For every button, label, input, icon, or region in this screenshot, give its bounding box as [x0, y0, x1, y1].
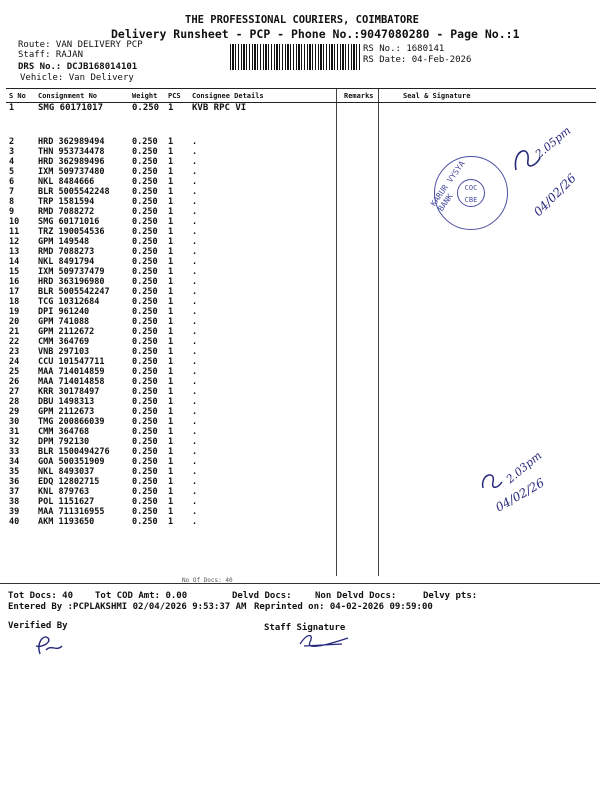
row-consignment: GPM 149548	[38, 236, 90, 247]
row-weight: 0.250	[132, 366, 158, 377]
row-consignee: .	[192, 346, 198, 357]
row-pcs: 1	[168, 236, 174, 247]
row-consignee: .	[192, 256, 198, 267]
col-header-consignment: Consignment No	[35, 89, 129, 103]
row-pcs: 1	[168, 336, 174, 347]
row-weight: 0.250	[132, 326, 158, 337]
row-sno: 10	[9, 216, 20, 227]
table-row	[6, 277, 596, 287]
row-pcs: 1	[168, 226, 174, 237]
row-sno: 1	[9, 103, 15, 113]
row-pcs: 1	[168, 356, 174, 367]
row-sno: 30	[9, 416, 20, 427]
col-header-consignee: Consignee Details	[189, 89, 341, 103]
table-row	[6, 517, 596, 527]
table-row	[6, 417, 596, 427]
row-weight: 0.250	[132, 296, 158, 307]
row-sno: 27	[9, 386, 20, 397]
handwritten-date-2: 04/02/26	[493, 475, 547, 515]
row-consignment: BLR 1500494276	[38, 446, 110, 457]
row-consignee: .	[192, 166, 198, 177]
footer-divider	[0, 583, 600, 584]
handwritten-signature-mark-2	[478, 468, 504, 494]
row-pcs: 1	[168, 186, 174, 197]
row-weight: 0.250	[132, 316, 158, 327]
row-weight: 0.250	[132, 496, 158, 507]
row-consignee: .	[192, 466, 198, 477]
row-consignment: TRP 1581594	[38, 196, 95, 207]
table-row	[6, 267, 596, 277]
tot-docs: Tot Docs: 40	[8, 591, 74, 601]
row-weight: 0.250	[132, 246, 158, 257]
row-consignment: GPM 2112672	[38, 326, 95, 337]
table-row	[6, 347, 596, 357]
row-sno: 13	[9, 246, 20, 257]
table-row	[6, 407, 596, 417]
row-sno: 20	[9, 316, 20, 327]
row-sno: 15	[9, 266, 20, 277]
row-consignee: KVB RPC VI	[192, 103, 247, 113]
table-row	[6, 207, 596, 217]
table-row	[6, 257, 596, 267]
row-consignment: DPI 961240	[38, 306, 90, 317]
table-row	[6, 377, 596, 387]
table-row	[6, 317, 596, 327]
row-weight: 0.250	[132, 486, 158, 497]
row-sno: 14	[9, 256, 20, 267]
row-pcs: 1	[168, 136, 174, 147]
row-sno: 11	[9, 226, 20, 237]
row-weight: 0.250	[132, 386, 158, 397]
row-weight: 0.250	[132, 306, 158, 317]
row-consignee: .	[192, 176, 198, 187]
row-consignee: .	[192, 226, 198, 237]
col-header-weight: Weight	[129, 89, 165, 103]
row-sno: 16	[9, 276, 20, 287]
row-weight: 0.250	[132, 216, 158, 227]
row-weight: 0.250	[132, 103, 160, 113]
table-row	[6, 387, 596, 397]
row-pcs: 1	[168, 146, 174, 157]
row-sno: 5	[9, 166, 15, 177]
bank-seal-stamp	[428, 156, 508, 230]
stamp-ring-text: KARUR VYSYA BANK	[428, 159, 467, 214]
runsheet-barcode	[230, 44, 360, 70]
row-pcs: 1	[168, 306, 174, 317]
staff-signature	[294, 630, 354, 652]
row-weight: 0.250	[132, 156, 158, 167]
col-header-remarks: Remarks	[341, 89, 383, 103]
row-consignee: .	[192, 206, 198, 217]
row-sno: 6	[9, 176, 15, 187]
row-consignee: .	[192, 406, 198, 417]
row-consignment: RMD 7088272	[38, 206, 95, 217]
row-consignee: .	[192, 496, 198, 507]
row-pcs: 1	[168, 386, 174, 397]
row-consignment: IXM 509737480	[38, 166, 105, 177]
row-pcs: 1	[168, 103, 174, 113]
rs-number: RS No.: 1680141	[363, 44, 445, 54]
row-consignee: .	[192, 376, 198, 387]
row-weight: 0.250	[132, 286, 158, 297]
row-consignee: .	[192, 326, 198, 337]
row-consignee: .	[192, 506, 198, 517]
row-pcs: 1	[168, 506, 174, 517]
no-of-docs-note: No Of Docs: 40	[182, 577, 233, 584]
row-consignee: .	[192, 196, 198, 207]
verifier-signature	[30, 632, 66, 658]
table-row	[6, 457, 596, 467]
row-consignee: .	[192, 416, 198, 427]
table-header-row	[6, 89, 596, 103]
row-consignment: EDQ 12802715	[38, 476, 100, 487]
row-consignee: .	[192, 356, 198, 367]
row-pcs: 1	[168, 376, 174, 387]
row-weight: 0.250	[132, 376, 158, 387]
row-pcs: 1	[168, 286, 174, 297]
stamp-center-bottom: CBE	[464, 196, 478, 204]
delvd-docs: Delvd Docs:	[232, 591, 292, 601]
row-consignment: HRD 362989496	[38, 156, 105, 167]
row-consignee: .	[192, 276, 198, 287]
row-consignment: MAA 711316955	[38, 506, 105, 517]
row-consignment: KRR 30178497	[38, 386, 100, 397]
entered-by: Entered By :PCPLAKSHMI 02/04/2026 9:53:37 AM	[8, 602, 247, 612]
row-consignment: MAA 714014859	[38, 366, 105, 377]
row-sno: 31	[9, 426, 20, 437]
col-header-sno: S No	[6, 89, 35, 103]
row-pcs: 1	[168, 426, 174, 437]
row-sno: 4	[9, 156, 15, 167]
row-consignment: DBU 1498313	[38, 396, 95, 407]
row-pcs: 1	[168, 486, 174, 497]
row-consignment: KNL 879763	[38, 486, 90, 497]
row-consignment: SMG 60171016	[38, 216, 100, 227]
row-pcs: 1	[168, 196, 174, 207]
row-sno: 25	[9, 366, 20, 377]
row-consignment: MAA 714014858	[38, 376, 105, 387]
verified-by-label: Verified By	[8, 621, 68, 631]
row-consignment: SMG 60171017	[38, 103, 104, 113]
table-row	[6, 297, 596, 307]
row-sno: 35	[9, 466, 20, 477]
row-pcs: 1	[168, 316, 174, 327]
row-consignment: RMD 7088273	[38, 246, 95, 257]
row-sno: 19	[9, 306, 20, 317]
row-pcs: 1	[168, 266, 174, 277]
row-pcs: 1	[168, 516, 174, 527]
handwritten-date-1: 04/02/26	[530, 170, 579, 220]
col-header-seal: Seal & Signature	[383, 89, 596, 103]
table-row	[6, 287, 596, 297]
row-sno: 2	[9, 136, 15, 147]
row-weight: 0.250	[132, 396, 158, 407]
row-consignment: POL 1151627	[38, 496, 95, 507]
row-consignee: .	[192, 216, 198, 227]
stamp-center-top: COC	[464, 184, 478, 192]
row-weight: 0.250	[132, 346, 158, 357]
row-sno: 37	[9, 486, 20, 497]
table-row	[6, 437, 596, 447]
row-consignee: .	[192, 426, 198, 437]
delvy-pts: Delvy pts:	[423, 591, 478, 601]
table-row	[6, 247, 596, 257]
row-consignee: .	[192, 386, 198, 397]
row-sno: 23	[9, 346, 20, 357]
row-pcs: 1	[168, 406, 174, 417]
row-weight: 0.250	[132, 176, 158, 187]
row-weight: 0.250	[132, 446, 158, 457]
row-weight: 0.250	[132, 236, 158, 247]
route-label: Route: VAN DELIVERY PCP	[18, 40, 143, 50]
non-delvd-docs: Non Delvd Docs:	[315, 591, 397, 601]
row-sno: 39	[9, 506, 20, 517]
row-consignment: IXM 509737479	[38, 266, 105, 277]
row-weight: 0.250	[132, 436, 158, 447]
row-consignment: GOA 500351909	[38, 456, 105, 467]
row-consignee: .	[192, 156, 198, 167]
row-pcs: 1	[168, 276, 174, 287]
row-weight: 0.250	[132, 456, 158, 467]
row-weight: 0.250	[132, 226, 158, 237]
row-sno: 26	[9, 376, 20, 387]
row-consignee: .	[192, 446, 198, 457]
table-row	[6, 427, 596, 437]
row-pcs: 1	[168, 436, 174, 447]
table-row	[6, 357, 596, 367]
row-consignee: .	[192, 146, 198, 157]
row-consignment: THN 953734478	[38, 146, 105, 157]
row-consignment: NKL 8493037	[38, 466, 95, 477]
row-sno: 40	[9, 516, 20, 527]
row-weight: 0.250	[132, 416, 158, 427]
row-sno: 29	[9, 406, 20, 417]
table-row	[6, 367, 596, 377]
row-sno: 22	[9, 336, 20, 347]
row-weight: 0.250	[132, 336, 158, 347]
row-sno: 18	[9, 296, 20, 307]
row-sno: 7	[9, 186, 15, 197]
row-consignment: HRD 363196980	[38, 276, 105, 287]
table-row	[6, 103, 596, 137]
row-weight: 0.250	[132, 276, 158, 287]
drs-number: DRS No.: DCJB168014101	[18, 62, 138, 72]
row-consignment: TCG 10312684	[38, 296, 100, 307]
row-pcs: 1	[168, 176, 174, 187]
row-consignee: .	[192, 246, 198, 257]
row-pcs: 1	[168, 166, 174, 177]
table-row	[6, 217, 596, 227]
row-pcs: 1	[168, 326, 174, 337]
row-consignee: .	[192, 306, 198, 317]
row-consignment: CMM 364768	[38, 426, 90, 437]
row-sno: 34	[9, 456, 20, 467]
row-consignment: HRD 362989494	[38, 136, 105, 147]
table-row	[6, 327, 596, 337]
table-row	[6, 447, 596, 457]
row-weight: 0.250	[132, 406, 158, 417]
row-sno: 24	[9, 356, 20, 367]
row-pcs: 1	[168, 456, 174, 467]
row-weight: 0.250	[132, 506, 158, 517]
rs-date: RS Date: 04-Feb-2026	[363, 55, 472, 65]
row-consignee: .	[192, 516, 198, 527]
staff-label: Staff: RAJAN	[18, 50, 84, 60]
row-consignee: .	[192, 486, 198, 497]
row-pcs: 1	[168, 156, 174, 167]
table-row	[6, 307, 596, 317]
row-consignment: BLR 5005542247	[38, 286, 110, 297]
row-consignee: .	[192, 336, 198, 347]
row-pcs: 1	[168, 296, 174, 307]
row-sno: 17	[9, 286, 20, 297]
row-consignment: TMG 200866039	[38, 416, 105, 427]
row-consignee: .	[192, 456, 198, 467]
row-weight: 0.250	[132, 356, 158, 367]
row-weight: 0.250	[132, 186, 158, 197]
row-pcs: 1	[168, 466, 174, 477]
row-sno: 21	[9, 326, 20, 337]
row-consignment: BLR 5005542248	[38, 186, 110, 197]
col-header-pcs: PCS	[165, 89, 189, 103]
row-pcs: 1	[168, 256, 174, 267]
row-sno: 12	[9, 236, 20, 247]
table-row	[6, 227, 596, 237]
row-pcs: 1	[168, 216, 174, 227]
row-consignment: GPM 2112673	[38, 406, 95, 417]
row-consignee: .	[192, 476, 198, 487]
row-sno: 33	[9, 446, 20, 457]
row-weight: 0.250	[132, 166, 158, 177]
row-pcs: 1	[168, 206, 174, 217]
table-row	[6, 397, 596, 407]
row-consignment: GPM 741088	[38, 316, 90, 327]
row-consignee: .	[192, 316, 198, 327]
row-consignment: NKL 8491794	[38, 256, 95, 267]
row-consignee: .	[192, 186, 198, 197]
row-weight: 0.250	[132, 466, 158, 477]
row-weight: 0.250	[132, 516, 158, 527]
row-weight: 0.250	[132, 206, 158, 217]
row-sno: 3	[9, 146, 15, 157]
row-weight: 0.250	[132, 146, 158, 157]
staff-signature-label: Staff Signature	[264, 623, 346, 633]
row-consignment: TRZ 190054536	[38, 226, 105, 237]
vehicle-label: Vehicle: Van Delivery	[20, 73, 134, 83]
runsheet-title: Delivery Runsheet - PCP - Phone No.:9047080280 - Page No.:1	[111, 27, 520, 41]
row-consignee: .	[192, 236, 198, 247]
row-consignee: .	[192, 366, 198, 377]
row-sno: 28	[9, 396, 20, 407]
row-pcs: 1	[168, 396, 174, 407]
row-consignee: .	[192, 286, 198, 297]
row-consignment: DPM 792130	[38, 436, 90, 447]
row-weight: 0.250	[132, 426, 158, 437]
row-pcs: 1	[168, 496, 174, 507]
row-sno: 38	[9, 496, 20, 507]
row-pcs: 1	[168, 366, 174, 377]
row-consignment: AKM 1193650	[38, 516, 95, 527]
row-consignment: CCU 101547711	[38, 356, 105, 367]
company-title: THE PROFESSIONAL COURIERS, COIMBATORE	[185, 14, 419, 26]
row-sno: 32	[9, 436, 20, 447]
row-pcs: 1	[168, 346, 174, 357]
row-sno: 8	[9, 196, 15, 207]
row-weight: 0.250	[132, 476, 158, 487]
table-row	[6, 237, 596, 247]
row-pcs: 1	[168, 476, 174, 487]
stamp-center	[457, 179, 485, 207]
row-consignee: .	[192, 266, 198, 277]
tot-cod-amount: Tot COD Amt: 0.00	[95, 591, 188, 601]
row-consignment: VNB 297103	[38, 346, 90, 357]
row-weight: 0.250	[132, 266, 158, 277]
row-pcs: 1	[168, 446, 174, 457]
row-pcs: 1	[168, 246, 174, 257]
row-consignee: .	[192, 396, 198, 407]
row-consignment: NKL 8484666	[38, 176, 95, 187]
row-consignee: .	[192, 436, 198, 447]
reprinted-on: Reprinted on: 04-02-2026 09:59:00	[254, 602, 433, 612]
row-sno: 9	[9, 206, 15, 217]
row-weight: 0.250	[132, 256, 158, 267]
row-weight: 0.250	[132, 136, 158, 147]
table-row	[6, 337, 596, 347]
row-consignment: CMM 364769	[38, 336, 90, 347]
handwritten-time-2: 2.03pm	[503, 449, 545, 486]
row-weight: 0.250	[132, 196, 158, 207]
row-pcs: 1	[168, 416, 174, 427]
row-consignee: .	[192, 296, 198, 307]
row-sno: 36	[9, 476, 20, 487]
row-consignee: .	[192, 136, 198, 147]
handwritten-time-1: 2.05pm	[532, 124, 574, 161]
